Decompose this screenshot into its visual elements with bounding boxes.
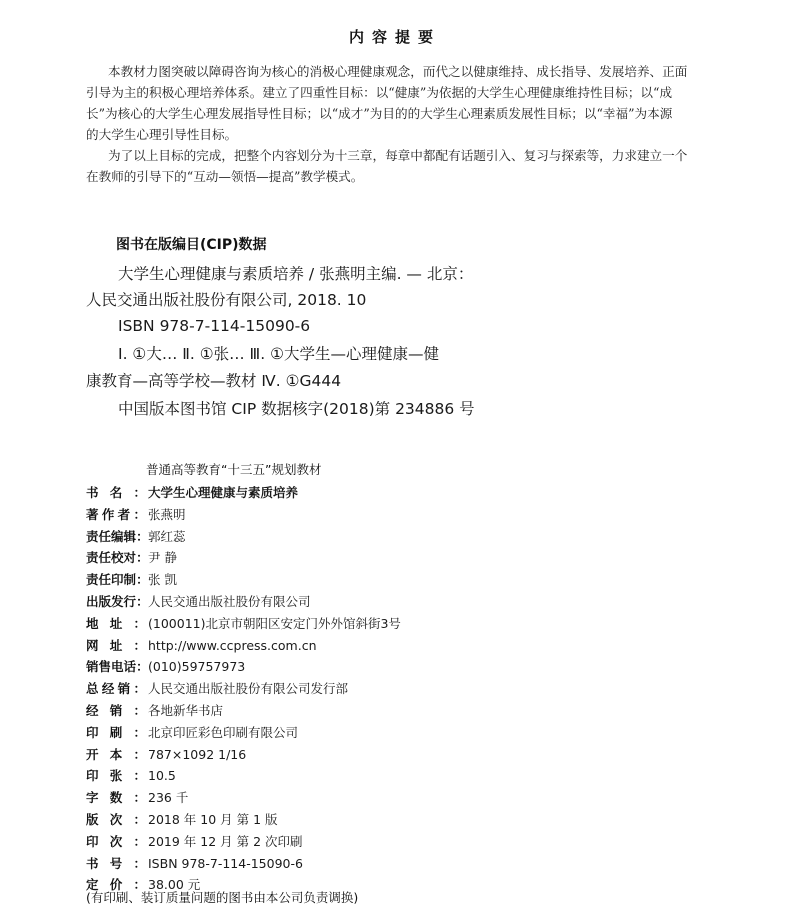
cip-line: 中国版本图书馆 CIP 数据核字(2018)第 234886 号 (118, 400, 475, 418)
info-row (86, 722, 766, 744)
info-row (86, 765, 766, 787)
info-value: (010)59757973 (148, 659, 246, 675)
info-value: 2019 年 12 月 第 2 次印刷 (148, 833, 303, 849)
info-value: 2018 年 10 月 第 1 版 (148, 811, 278, 827)
summary-line: 引导为主的积极心理培养体系。建立了四重性目标：以“健康”为依据的大学生心理健康维持性目标；以“成 (86, 85, 673, 100)
info-value: 787×1092 1/16 (148, 746, 247, 762)
info-label: 责 任 编 辑 ： (86, 528, 149, 544)
series-name: 普通高等教育“十三五”规划教材 (146, 462, 322, 477)
info-value: 张燕明 (148, 506, 186, 522)
cip-line: 康教育—高等学校—教材 Ⅳ. ①G444 (86, 372, 342, 390)
info-row (86, 678, 766, 700)
summary-line: 在教师的引导下的“互动—领悟—提高”教学模式。 (86, 169, 364, 184)
info-row (86, 613, 766, 635)
info-label: 定 价 ： (86, 877, 146, 893)
cip-heading: 图书在版编目(CIP)数据 (116, 237, 267, 253)
info-value: 各地新华书店 (148, 702, 224, 718)
info-label: 书 名 ： (86, 485, 146, 500)
info-row (86, 656, 766, 678)
info-label: 地 址 ： (86, 615, 146, 631)
info-label: 责 任 印 制 ： (86, 572, 149, 588)
info-value: 38.00 元 (148, 877, 201, 893)
info-row (86, 547, 766, 569)
info-label: 经 销 ： (86, 702, 146, 718)
cip-line: 人民交通出版社股份有限公司, 2018. 10 (86, 291, 367, 309)
info-value: 人民交通出版社股份有限公司 (148, 593, 311, 609)
info-row (86, 504, 766, 526)
summary-line: 为了以上目标的完成，把整个内容划分为十三章，每章中都配有话题引入、复习与探索等，力求建立一个 (108, 148, 688, 163)
info-row (86, 482, 766, 504)
info-row (86, 744, 766, 766)
info-row (86, 700, 766, 722)
info-row (86, 526, 766, 548)
summary-line: 本教材力图突破以障碍咨询为核心的消极心理健康观念，而代之以健康维持、成长指导、发展培养、正面 (108, 64, 688, 79)
cip-line: Ⅰ. ①大… Ⅱ. ①张… Ⅲ. ①大学生—心理健康—健 (118, 345, 439, 363)
info-value: ISBN 978-7-114-15090-6 (148, 855, 303, 871)
info-value: 大学生心理健康与素质培养 (148, 485, 299, 500)
info-label: 网 址 ： (86, 637, 146, 653)
info-label: 开 本 ： (86, 746, 146, 762)
info-row (86, 831, 766, 853)
cip-line: ISBN 978-7-114-15090-6 (118, 317, 311, 335)
info-row (86, 635, 766, 657)
info-value: 人民交通出版社股份有限公司发行部 (148, 681, 349, 697)
summary-line: 的大学生心理引导性目标。 (86, 127, 238, 142)
publication-info (86, 482, 766, 896)
info-row (86, 591, 766, 613)
info-value: 郭红蕊 (148, 528, 186, 544)
info-label: 责 任 校 对 ： (86, 550, 149, 566)
info-label: 版 次 ： (86, 811, 146, 827)
info-row (86, 809, 766, 831)
info-label: 总 经 销 ： (86, 681, 146, 697)
info-value: 张 凯 (148, 572, 177, 588)
info-label: 字 数 ： (86, 790, 146, 806)
info-label: 书 号 ： (86, 855, 146, 871)
info-label: 销 售 电 话 ： (86, 659, 149, 675)
info-label: 印 次 ： (86, 833, 146, 849)
cip-line: 大学生心理健康与素质培养 / 张燕明主编. — 北京： (118, 265, 474, 283)
info-value: 北京印匠彩色印刷有限公司 (148, 724, 299, 740)
quality-notice: (有印刷、装订质量问题的图书由本公司负责调换) (86, 890, 359, 905)
info-label: 印 张 ： (86, 768, 146, 784)
info-value: 尹 静 (148, 550, 177, 566)
info-value: 10.5 (148, 768, 176, 784)
summary-title: 内容提要 (348, 28, 441, 46)
info-value: http://www.ccpress.com.cn (148, 637, 317, 653)
summary-line: 长”为核心的大学生心理发展指导性目标；以“成才”为目的的大学生心理素质发展性目标；以“幸福”为本源 (86, 106, 673, 121)
info-value: 236 千 (148, 790, 189, 806)
info-label: 印 刷 ： (86, 724, 146, 740)
info-row (86, 853, 766, 875)
info-label: 著 作 者 ： (86, 506, 146, 522)
info-value: (100011)北京市朝阳区安定门外外馆斜街3号 (148, 615, 401, 631)
info-row (86, 569, 766, 591)
info-row (86, 787, 766, 809)
info-label: 出 版 发 行 ： (86, 593, 149, 609)
